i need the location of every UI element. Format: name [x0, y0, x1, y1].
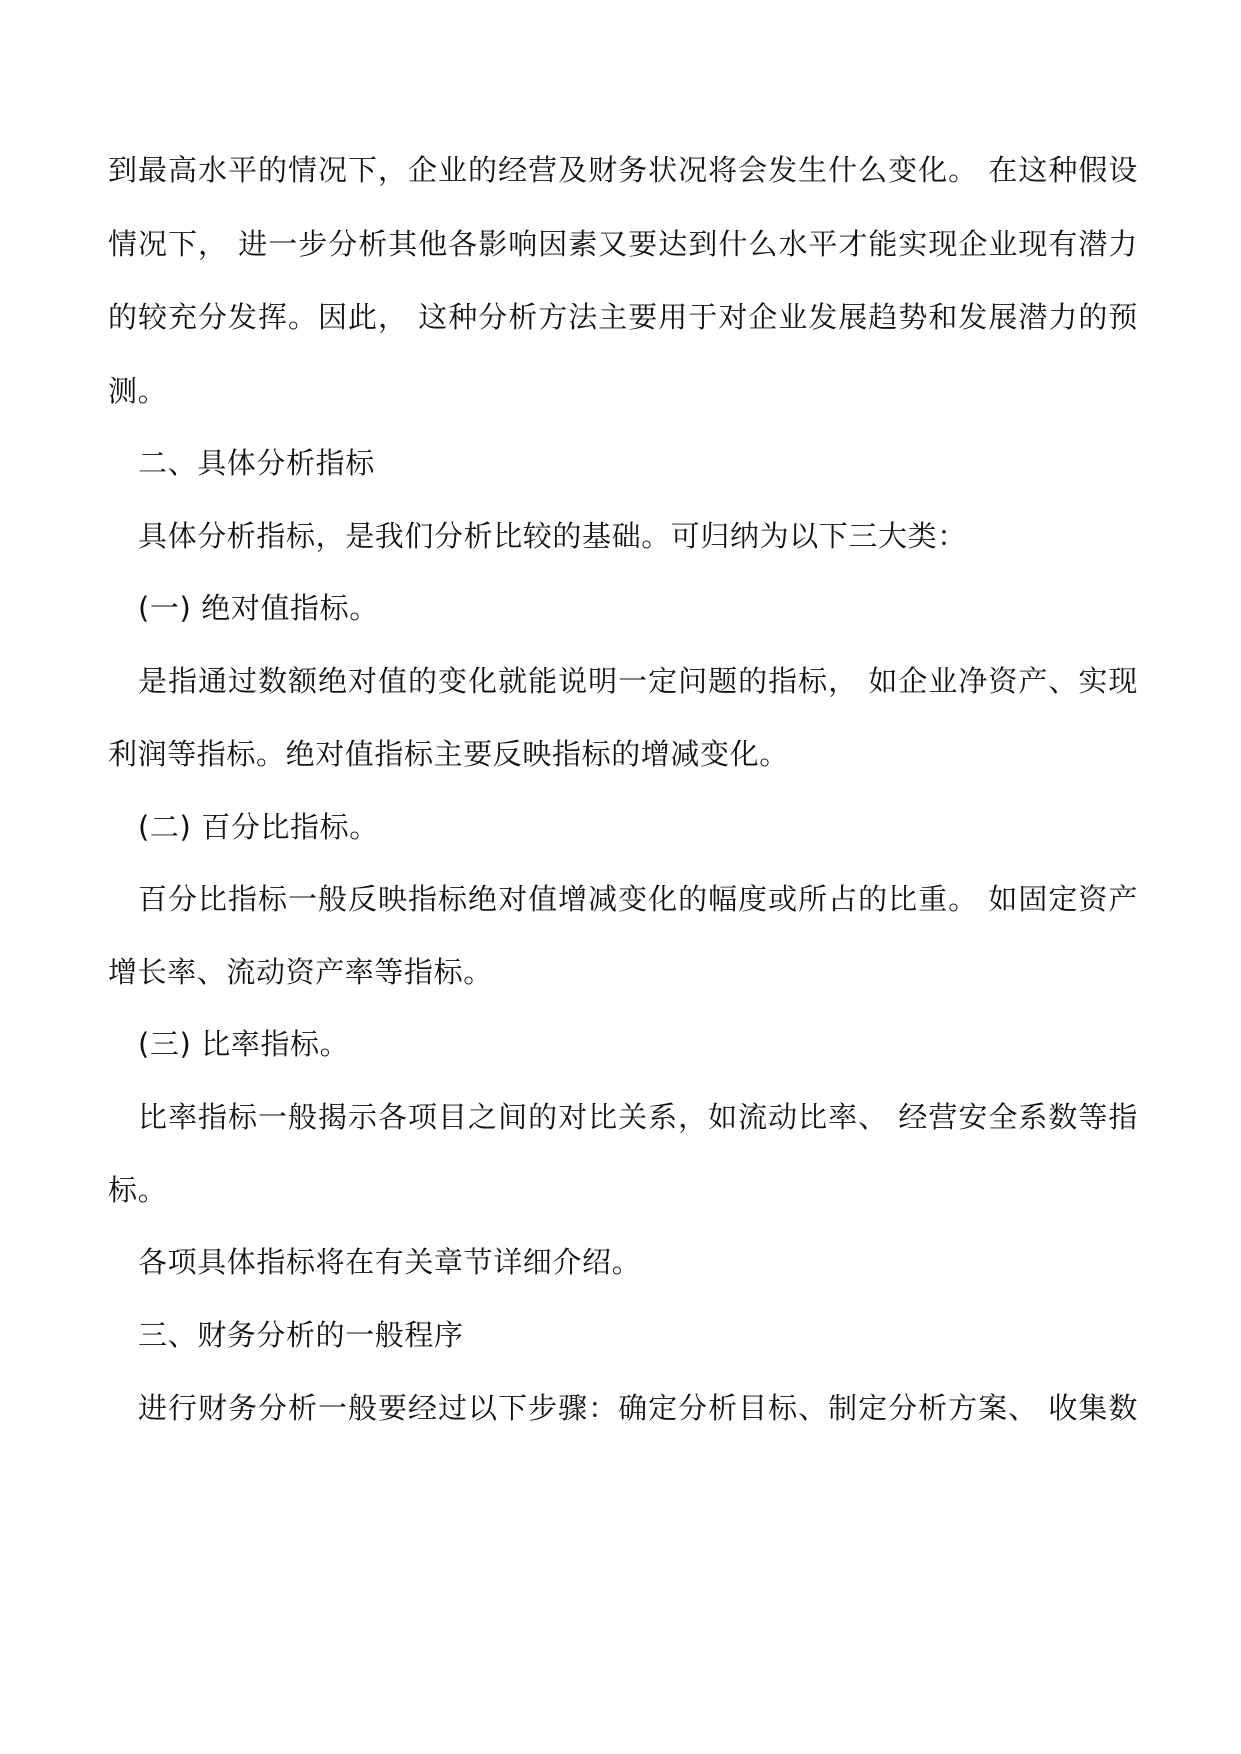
subsection-heading: (一) 绝对值指标。 [138, 591, 379, 625]
section-heading: 二、具体分析指标 [138, 446, 375, 480]
paragraph-line: 测。 [108, 374, 168, 408]
paragraph-line: 是指通过数额绝对值的变化就能说明一定问题的指标， 如企业净资产、实现 [138, 664, 1138, 698]
subsection-heading: (二) 百分比指标。 [138, 810, 379, 844]
paragraph-line: 利润等指标。绝对值指标主要反映指标的增减变化。 [108, 737, 789, 771]
paragraph-line: 情况下， 进一步分析其他各影响因素又要达到什么水平才能实现企业现有潜力 [108, 227, 1138, 261]
subsection-heading: (三) 比率指标。 [138, 1027, 350, 1061]
section-heading: 三、财务分析的一般程序 [138, 1318, 464, 1352]
paragraph-line: 到最高水平的情况下，企业的经营及财务状况将会发生什么变化。 在这种假设 [108, 153, 1138, 187]
paragraph-line: 具体分析指标，是我们分析比较的基础。可归纳为以下三大类： [138, 519, 967, 553]
paragraph-line: 的较充分发挥。因此， 这种分析方法主要用于对企业发展趋势和发展潜力的预 [108, 300, 1138, 334]
paragraph-line: 进行财务分析一般要经过以下步骤：确定分析目标、制定分析方案、 收集数 [138, 1391, 1138, 1425]
paragraph-line: 各项具体指标将在有关章节详细介绍。 [138, 1245, 642, 1279]
paragraph-line: 增长率、流动资产率等指标。 [108, 955, 493, 989]
paragraph-line: 标。 [108, 1173, 168, 1207]
paragraph-line: 比率指标一般揭示各项目之间的对比关系，如流动比率、 经营安全系数等指 [138, 1100, 1138, 1134]
paragraph-line: 百分比指标一般反映指标绝对值增减变化的幅度或所占的比重。 如固定资产 [138, 882, 1138, 916]
